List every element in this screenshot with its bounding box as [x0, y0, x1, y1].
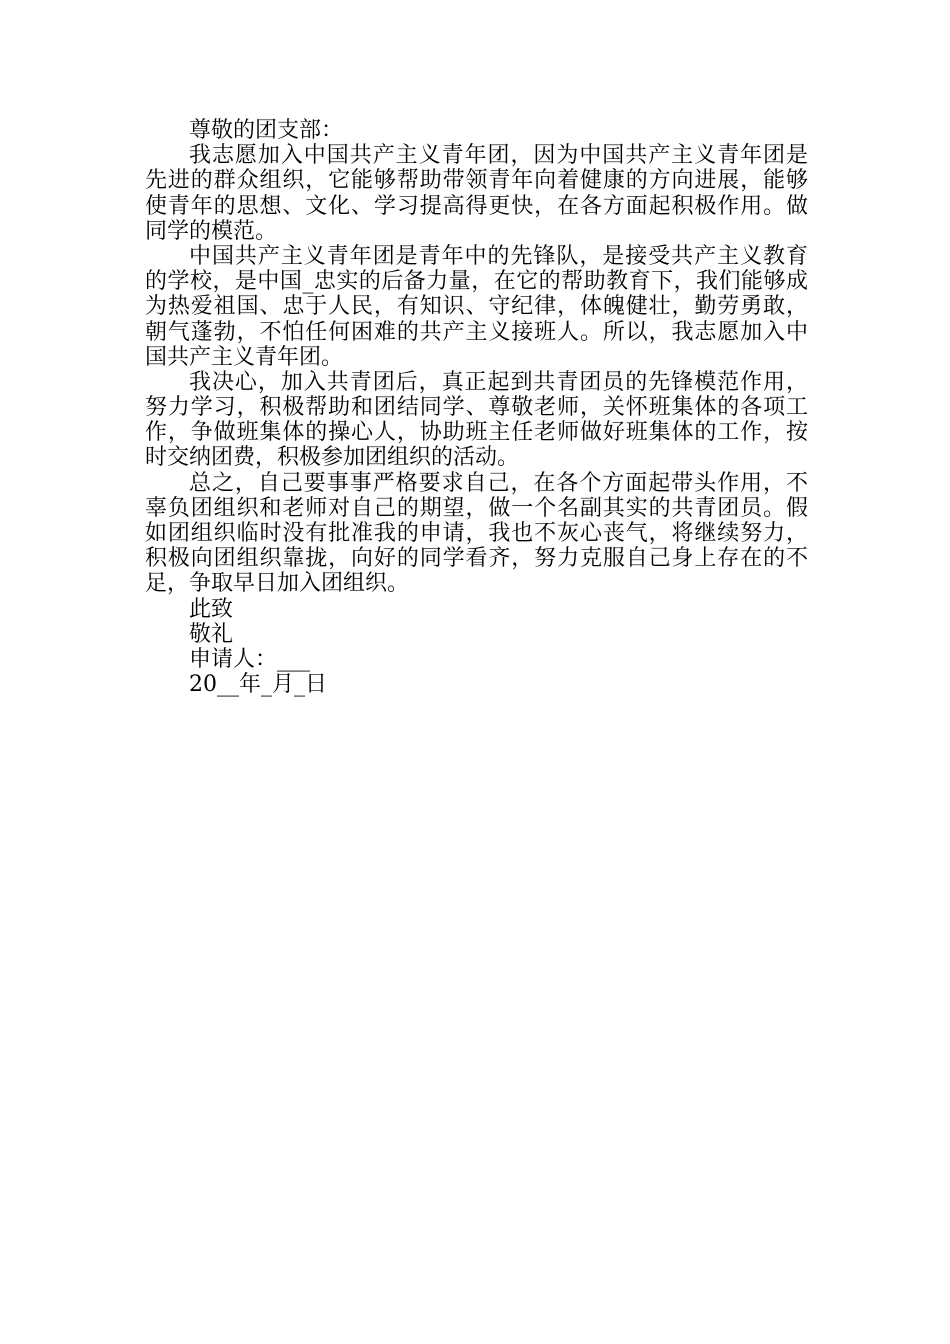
- letter-line: 20__年_月_日: [189, 672, 327, 698]
- letter-line: 我决心，加入共青团后，真正起到共青团员的先锋模范作用，: [189, 369, 808, 395]
- letter-body: [145, 118, 808, 697]
- letter-line: 辜负团组织和老师对自己的期望，做一个名副其实的共青团员。假: [145, 495, 808, 521]
- letter-line: 使青年的思想、文化、学习提高得更快，在各方面起积极作用。做: [145, 193, 808, 219]
- letter-line: 敬礼: [189, 621, 234, 647]
- letter-line: 足，争取早日加入团组织。: [145, 571, 410, 597]
- letter-line: 时交纳团费，积极参加团组织的活动。: [145, 445, 520, 471]
- letter-line: 此致: [189, 596, 234, 622]
- letter-line: 总之，自己要事事严格要求自己，在各个方面起带头作用，不: [189, 470, 808, 496]
- letter-line: 作，争做班集体的操心人，协助班主任老师做好班集体的工作，按: [145, 420, 808, 446]
- letter-line: 先进的群众组织，它能够帮助带领青年向着健康的方向进展，能够: [145, 168, 808, 194]
- letter-line: 为热爱祖国、忠于人民，有知识、守纪律，体魄健壮，勤劳勇敢，: [145, 294, 808, 320]
- letter-line: 朝气蓬勃，不怕任何困难的共产主义接班人。所以，我志愿加入中: [145, 319, 808, 345]
- letter-line: 尊敬的团支部：: [189, 118, 344, 143]
- letter-line: 努力学习，积极帮助和团结同学、尊敬老师，关怀班集体的各项工: [145, 395, 808, 421]
- letter-line: 中国共产主义青年团是青年中的先锋队，是接受共产主义教育: [189, 243, 808, 269]
- letter-line: 国共产主义青年团。: [145, 344, 344, 370]
- letter-line: 如团组织临时没有批准我的申请，我也不灰心丧气，将继续努力，: [145, 521, 808, 546]
- letter-line: 的学校，是中国_忠实的后备力量，在它的帮助教育下，我们能够成: [145, 269, 808, 295]
- letter-line: 我志愿加入中国共产主义青年团，因为中国共产主义青年团是: [189, 143, 808, 169]
- letter-line: 同学的模范。: [145, 218, 278, 244]
- letter-line: 申请人：___: [189, 646, 311, 672]
- letter-line: 积极向团组织靠拢，向好的同学看齐，努力克服自己身上存在的不: [145, 546, 808, 572]
